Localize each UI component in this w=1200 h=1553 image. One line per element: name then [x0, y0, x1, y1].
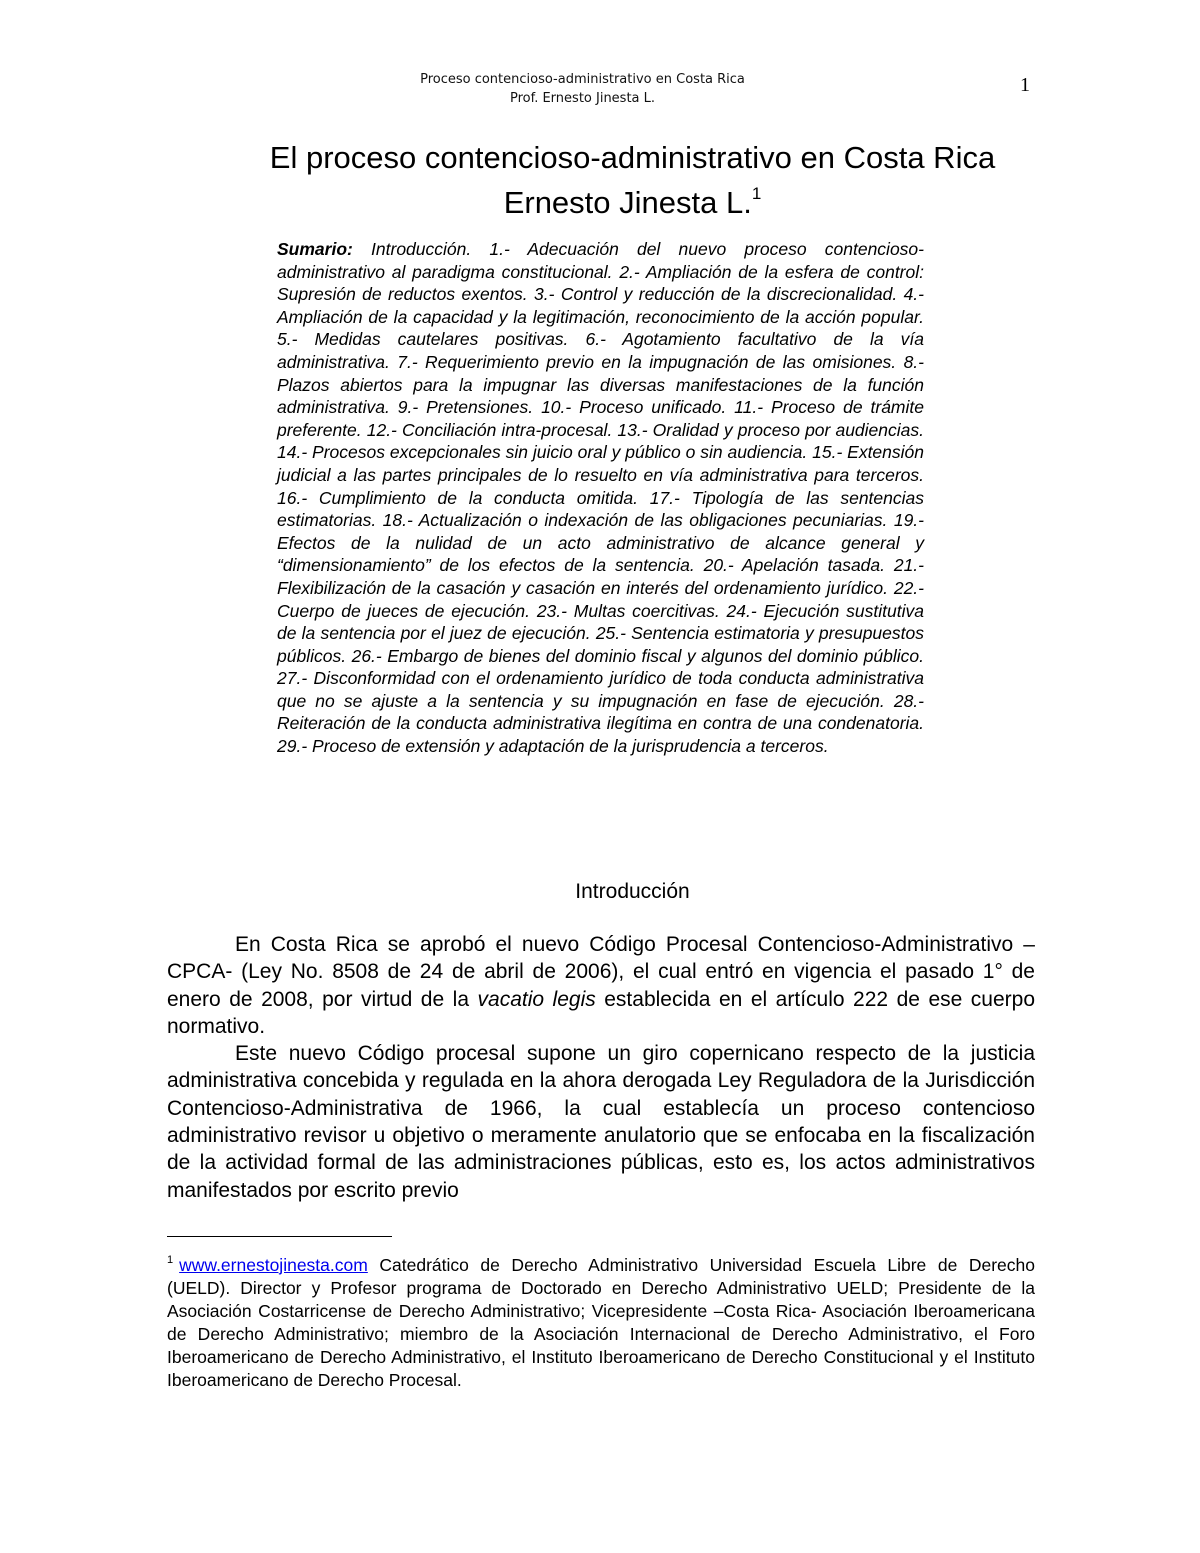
body-paragraph-1 [167, 931, 1035, 1040]
title-footnote-ref[interactable]: 1 [751, 184, 762, 203]
summary-text: Introducción. 1.- Adecuación del nuevo proceso contencioso-administrativo al paradigma constitucional. 2.- Ampliación de la esfera de control: Supresión de reductos exentos. 3.- Control y reducción de la discrecionalidad. 4.- Ampliación de la capacidad y la legitimación, reconocimiento de la acción popular. 5.- Medidas cautelares positivas. 6.- Agotamiento facultativo de la vía administrativa. 7.- Requerimiento previo en la impugnación de las omisiones. 8.- Plazos abiertos para la impugnar las diversas manifestaciones de la función administrativa. 9.- Pretensiones. 10.- Proceso unificado. 11.- Proceso de trámite preferente. 12.- Conciliación intra-procesal. 13.- Oralidad y proceso por audiencias. 14.- Procesos excepcionales sin juicio oral y público o sin audiencia. 15.- Extensión judicial a las partes principales de lo resuelto en vía administrativa para terceros. 16.- Cumplimiento de la conducta omitida. 17.- Tipología de las sentencias estimatorias. 18.- Actualización o indexación de las obligaciones pecuniarias. 19.- Efectos de la nulidad de un acto administrativo de alcance general y “dimensionamiento” de los efectos de la sentencia. 20.- Apelación tasada. 21.- Flexibilización de la casación y casación en interés del ordenamiento jurídico. 22.- Cuerpo de jueces de ejecución. 23.- Multas coercitivas. 24.- Ejecución sustitutiva de la sentencia por el juez de ejecución. 25.- Sentencia estimatoria y presupuestos públicos. 26.- Embargo de bienes del dominio fiscal y algunos del dominio público. 27.- Disconformidad con el ordenamiento jurídico de toda conducta administrativa que no se ajuste a la sentencia y su impugnación en fase de ejecución. 28.- Reiteración de la conducta administrativa ilegítima en contra de una condenatoria. 29.- Proceso de extensión y adaptación de la jurisprudencia a terceros. [277, 239, 924, 757]
footnote [167, 1249, 1035, 1392]
title-line: El proceso contencioso-administrativo en Costa Rica [269, 140, 996, 175]
summary-label: Sumario: [277, 239, 353, 259]
p1-text-start: En Costa Rica se aprobó el nuevo Código Procesal Contencioso-Administrativo –CPCA- (Ley No. 8508 de 24 de abril de 2006), el cual entró en vigencia el pasado 1° de enero de 2008, por virtud de la [167, 933, 1035, 1011]
p1-text-end: establecida en el artículo 222 de ese cuerpo normativo. [167, 987, 1036, 1038]
header-author: Prof. Ernesto Jinesta L. [509, 91, 656, 106]
document-title [0, 140, 1200, 221]
body-text [167, 931, 1035, 1204]
footnote-text: Catedrático de Derecho Administrativo Universidad Escuela Libre de Derecho (UELD). Director y Profesor programa de Doctorado en Derecho Administrativo UELD; Presidente de la Asociación Costarricense de Derecho Administrativo; Vicepresidente –Costa Rica- Asociación Iberoamericana de Derecho Administrativo; miembro de la Asociación Internacional de Derecho Administrativo, el Foro Iberoamericano de Derecho Administrativo, el Instituto Iberoamericano de Derecho Constitucional y el Instituto Iberoamericano de Derecho Procesal. [167, 1255, 1035, 1390]
footnote-divider [167, 1236, 392, 1237]
title-author: Ernesto Jinesta L. [503, 185, 752, 220]
footnote-number: 1 [167, 1254, 174, 1266]
body-paragraph-2: Este nuevo Código procesal supone un giro copernicano respecto de la justicia administrativa concebida y regulada en la ahora derogada Ley Reguladora de la Jurisdicción Contencioso-Administrativa de 1966, la cual establecía un proceso contencioso administrativo revisor u objetivo o meramente anulatorio que se enfocaba en la fiscalización de la actividad formal de las administraciones públicas, esto es, los actos administrativos manifestados por escrito previo [167, 1042, 1035, 1202]
header-title: Proceso contencioso-administrativo en Costa Rica [420, 72, 745, 87]
section-heading: Introducción [575, 880, 690, 903]
summary [277, 238, 924, 758]
footnote-link[interactable]: www.ernestojinesta.com [179, 1255, 368, 1275]
running-header [0, 70, 1165, 108]
page-number: 1 [1020, 74, 1030, 96]
p1-italic-term: vacatio legis [477, 987, 596, 1011]
